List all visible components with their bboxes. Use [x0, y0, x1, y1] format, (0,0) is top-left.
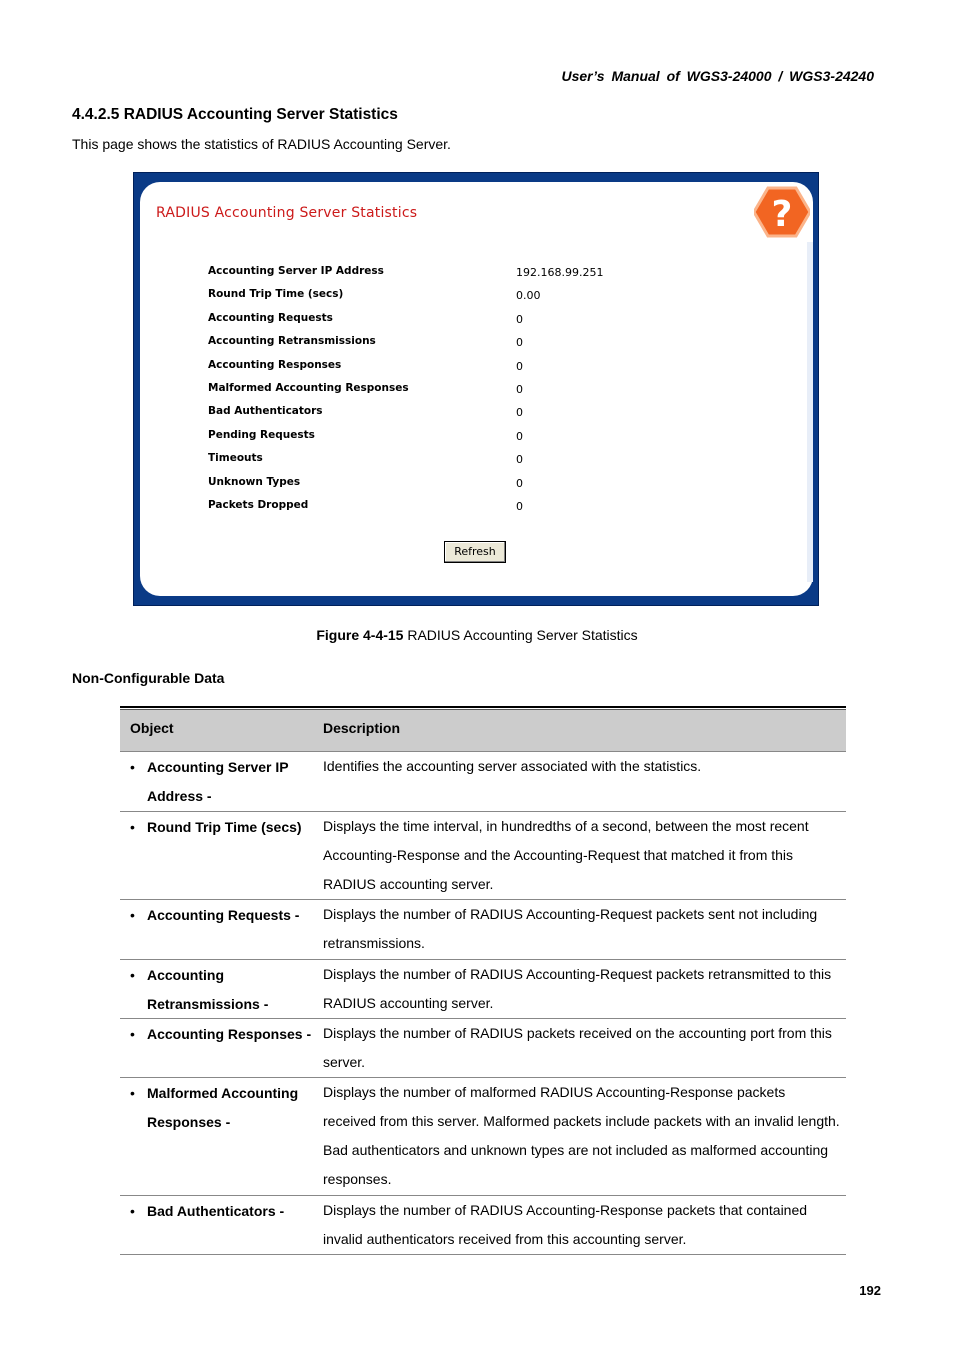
header-object: Object [130, 720, 174, 736]
table-row [120, 960, 846, 1019]
stat-label: Accounting Requests [208, 311, 333, 324]
stat-label: Unknown Types [208, 475, 301, 488]
stat-value: 0.00 [516, 289, 541, 303]
question-mark-icon[interactable] [754, 186, 810, 238]
stat-label: Accounting Retransmissions [208, 335, 376, 348]
figure-caption [0, 627, 954, 643]
row-object: • Accounting Responses - [130, 1020, 327, 1049]
screenshot-panel [140, 182, 813, 596]
table-body [120, 752, 846, 1255]
row-object: • Accounting Retransmissions - [130, 961, 327, 1019]
row-description: Displays the number of RADIUS Accounting-Request packets retransmitted to this RADIUS accounting server. [323, 966, 832, 1011]
row-description: Displays the number of RADIUS Accounting-Request packets sent not including retransmissions. [323, 906, 818, 951]
caption-text: RADIUS Accounting Server Statistics [403, 627, 638, 643]
stat-label: Pending Requests [208, 428, 315, 441]
table-header [120, 709, 846, 752]
stat-value: 0 [516, 476, 523, 490]
header-description: Description [323, 720, 401, 736]
table-row [120, 752, 846, 812]
table-row [120, 900, 846, 960]
screenshot-figure [133, 172, 819, 606]
stat-value: 0 [516, 500, 523, 513]
row-object: • Malformed Accounting Responses - [130, 1079, 327, 1137]
stat-label: Malformed Accounting Responses [208, 382, 409, 394]
stat-label: Packets Dropped [208, 499, 309, 511]
stat-label: Round Trip Time (secs) [208, 288, 344, 301]
subheading: Non-Configurable Data [72, 670, 225, 686]
document-header: User’s Manual of WGS3-24000 / WGS3-24240 [561, 68, 874, 84]
stat-value: 0 [516, 359, 523, 373]
svg-text:?: ? [771, 194, 793, 235]
row-object: • Round Trip Time (secs) [130, 813, 327, 842]
data-table [120, 706, 846, 1255]
table-row [120, 1196, 846, 1255]
stat-value: 0 [516, 312, 523, 326]
table-row [120, 812, 846, 900]
table-row [120, 1019, 846, 1078]
row-object: • Accounting Server IP Address - [130, 753, 327, 811]
row-description: Displays the number of RADIUS Accounting-Response packets that contained invalid authenticators received from this accounting server. [323, 1202, 808, 1247]
stat-value: 0 [516, 336, 523, 350]
caption-number: Figure 4-4-15 [316, 627, 404, 643]
row-description: Displays the number of RADIUS packets received on the accounting port from this server. [323, 1025, 832, 1070]
intro-text: This page shows the statistics of RADIUS Accounting Server. [72, 136, 451, 152]
stat-value: 0 [516, 429, 523, 443]
row-object: • Bad Authenticators - [130, 1197, 327, 1226]
table-row [120, 1078, 846, 1196]
panel-edge [807, 242, 813, 582]
row-description: Displays the time interval, in hundredths of a second, between the most recent Accounting-Response and the Accounting-Request that matched it from this RADIUS accounting server. [323, 818, 809, 892]
stat-label: Accounting Responses [208, 358, 342, 371]
screenshot-title: RADIUS Accounting Server Statistics [156, 205, 418, 221]
section-title: 4.4.2.5 RADIUS Accounting Server Statistics [72, 106, 398, 123]
stat-value: 192.168.99.251 [516, 266, 604, 279]
table-top-rule [120, 706, 846, 708]
page-number: 192 [859, 1283, 881, 1298]
stat-label: Bad Authenticators [208, 405, 323, 418]
stat-label: Timeouts [208, 452, 263, 465]
refresh-button[interactable]: Refresh [444, 541, 506, 563]
row-description: Displays the number of malformed RADIUS Accounting-Response packets received from this server. Malformed packets include packets with an invalid length. Bad authenticators and unknown types are not included as malformed accounting responses. [323, 1084, 840, 1187]
stat-value: 0 [516, 406, 523, 420]
stat-value: 0 [516, 453, 523, 467]
row-object: • Accounting Requests - [130, 901, 327, 930]
stat-value: 0 [516, 383, 523, 396]
stat-label: Accounting Server IP Address [208, 265, 384, 277]
row-description: Identifies the accounting server associated with the statistics. [323, 758, 702, 774]
